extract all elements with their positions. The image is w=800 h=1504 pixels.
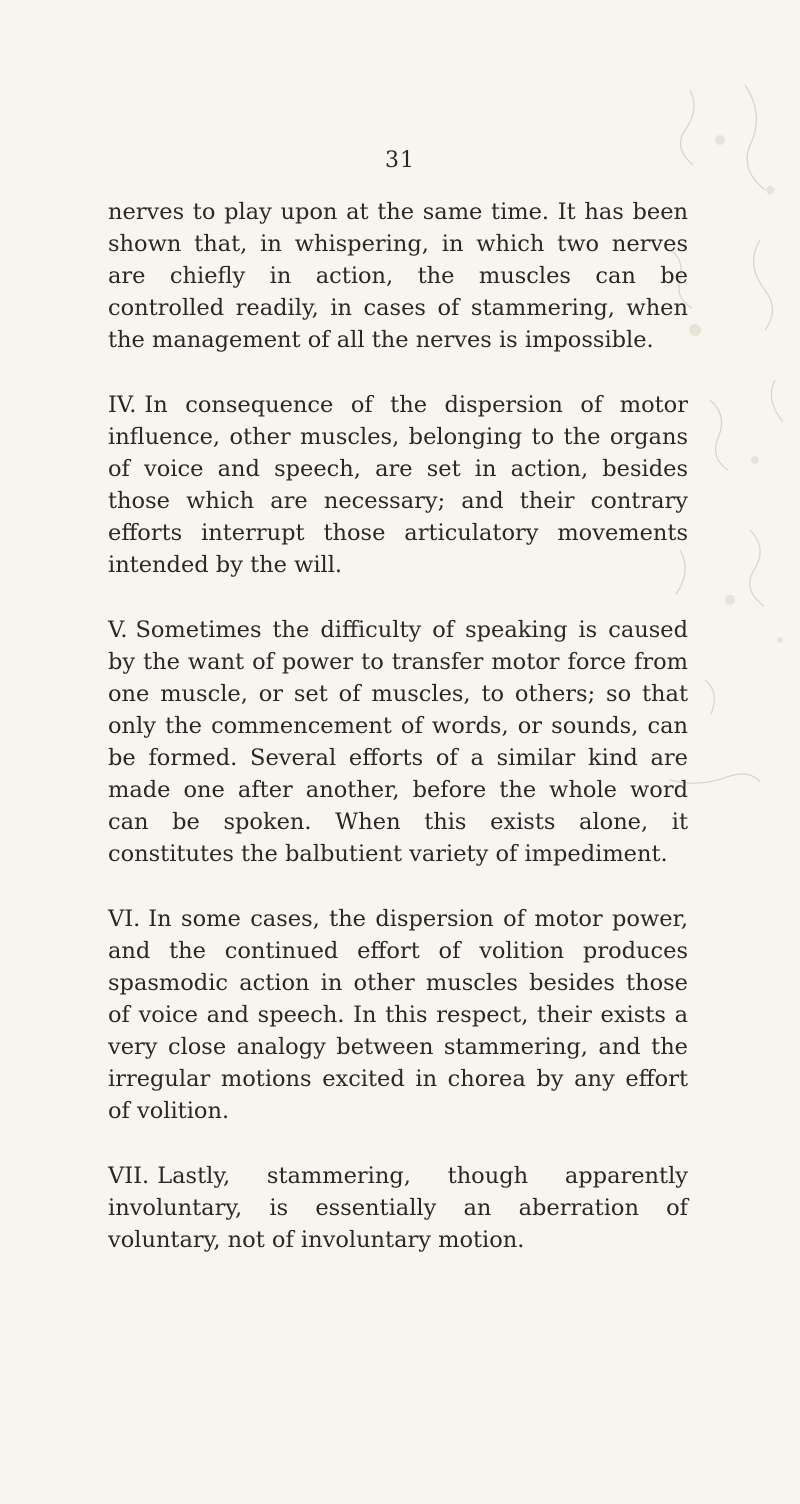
paragraph-numeral: V. bbox=[108, 617, 128, 643]
paragraph-v bbox=[108, 614, 688, 870]
paragraph-numeral: VI. bbox=[108, 906, 141, 932]
paragraph-vii bbox=[108, 1160, 688, 1256]
paragraph-vi bbox=[108, 903, 688, 1127]
paragraph-text: Lastly, stammering, though apparently involuntary, is essentially an aberration of voluntary, not of involuntary motion. bbox=[108, 1163, 688, 1253]
paragraph-text: Sometimes the difficulty of speaking is caused by the want of power to transfer motor force from one muscle, or set of muscles, to others; so that only the commencement of words, or sounds, can be formed. Several efforts of a similar kind are made one after another, before the whole word can be spoken. When this exists alone, it constitutes the balbutient variety of impediment. bbox=[108, 617, 688, 867]
paragraph-numeral: VII. bbox=[108, 1163, 150, 1189]
paragraph-text: In consequence of the dispersion of motor influence, other muscles, belonging to the organs of voice and speech, are set in action, besides those which are necessary; and their contrary efforts interrupt those articulatory movements intended by the will. bbox=[108, 392, 688, 578]
paragraph-continued bbox=[108, 196, 688, 356]
paragraph-iv bbox=[108, 389, 688, 581]
paragraph-text: In some cases, the dispersion of motor power, and the continued effort of volition produces spasmodic action in other muscles besides those of voice and speech. In this respect, their exists a very close analogy between stammering, and the irregular motions excited in chorea by any effort of volition. bbox=[108, 906, 688, 1124]
paragraph-text: nerves to play upon at the same time. It has been shown that, in whispering, in which two nerves are chiefly in action, the muscles can be controlled readily, in cases of stammering, when the management of all the nerves is impossible. bbox=[108, 199, 688, 353]
page-number: 31 bbox=[385, 148, 415, 173]
paragraph-numeral: IV. bbox=[108, 392, 137, 418]
body-text bbox=[108, 196, 688, 1289]
